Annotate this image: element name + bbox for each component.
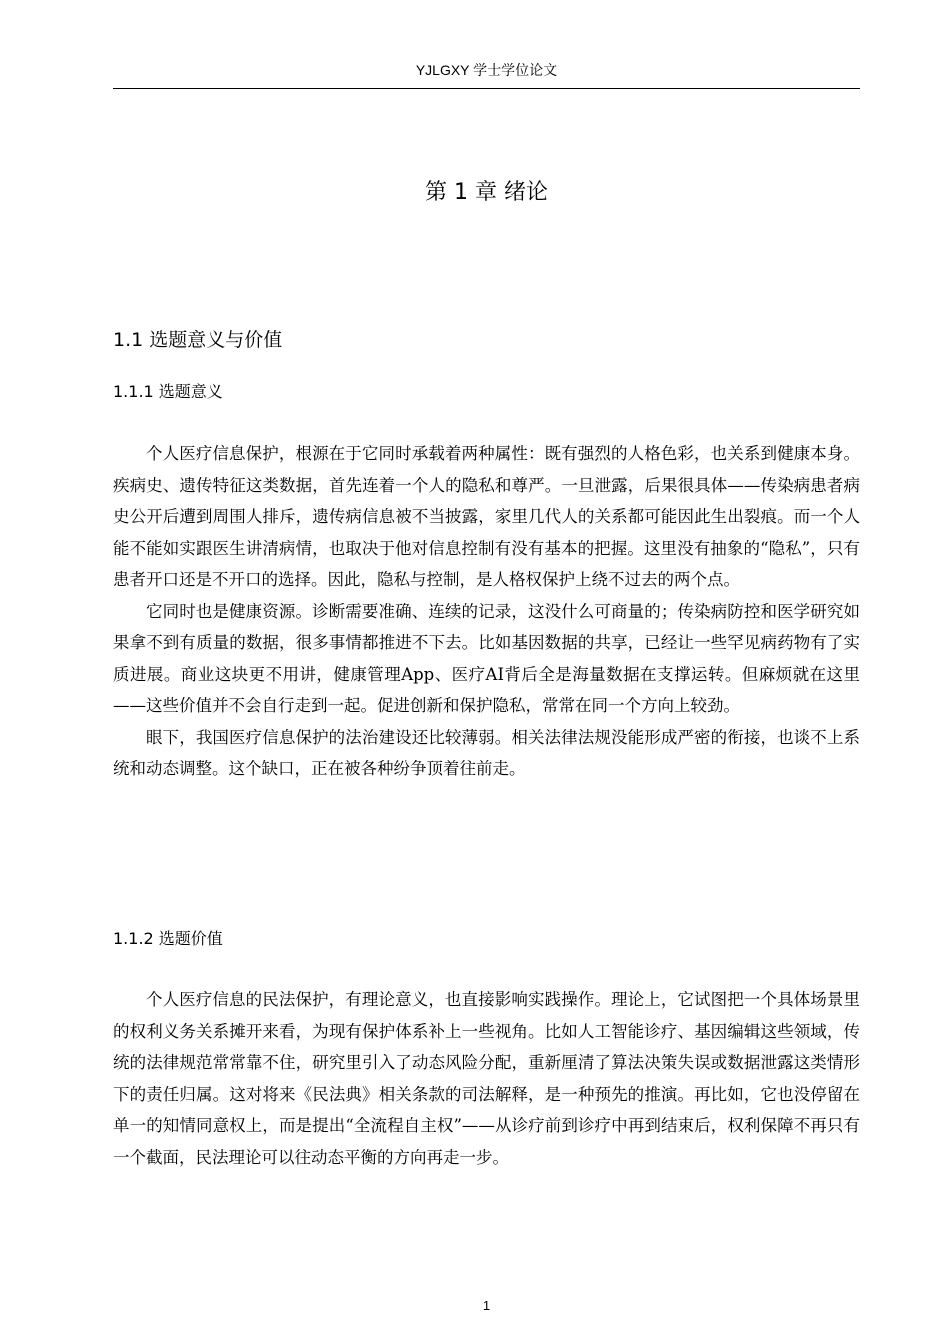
- section-1-1-1-body: [113, 438, 860, 785]
- section-heading-1-1-2: 1.1.2 选题价值: [113, 929, 223, 948]
- header-title: YJLGXY 学士学位论文: [415, 62, 558, 78]
- page-header: [113, 60, 860, 89]
- paragraph: 它同时也是健康资源。诊断需要准确、连续的记录，这没什么可商量的；传染病防控和医学研究如果拿不到有质量的数据，很多事情都推进不下去。比如基因数据的共享，已经让一些罕见病药物有了实质进展。商业这块更不用讲，健康管理App、医疗AI背后全是海量数据在支撑运转。但麻烦就在这里——这些价值并不会自行走到一起。促进创新和保护隐私，常常在同一个方向上较劲。: [113, 601, 860, 715]
- page-number: 1: [482, 1298, 491, 1313]
- chapter-title: 第 1 章 绪论: [425, 180, 548, 205]
- section-1-1-2-body: [113, 984, 860, 1173]
- section-heading-1-1: 1.1 选题意义与价值: [113, 329, 283, 351]
- paragraph: 眼下，我国医疗信息保护的法治建设还比较薄弱。相关法律法规没能形成严密的衔接，也谈不上系统和动态调整。这个缺口，正在被各种纷争顶着往前走。: [113, 727, 860, 778]
- section-heading-1-1-1: 1.1.1 选题意义: [113, 382, 223, 401]
- paragraph: 个人医疗信息保护，根源在于它同时承载着两种属性：既有强烈的人格色彩，也关系到健康本身。疾病史、遗传特征这类数据，首先连着一个人的隐私和尊严。一旦泄露，后果很具体——传染病患者病史公开后遭到周围人排斥，遗传病信息被不当披露，家里几代人的关系都可能因此生出裂痕。而一个人能不能如实跟医生讲清病情，也取决于他对信息控制有没有基本的把握。这里没有抽象的“隐私”，只有患者开口还是不开口的选择。因此，隐私与控制，是人格权保护上绕不过去的两个点。: [113, 444, 860, 589]
- paragraph: 个人医疗信息的民法保护，有理论意义，也直接影响实践操作。理论上，它试图把一个具体场景里的权利义务关系摊开来看，为现有保护体系补上一些视角。比如人工智能诊疗、基因编辑这些领域，传统的法律规范常常靠不住，研究里引入了动态风险分配，重新厘清了算法决策失误或数据泄露这类情形下的责任归属。这对将来《民法典》相关条款的司法解释，是一种预先的推演。再比如，它也没停留在单一的知情同意权上，而是提出“全流程自主权”——从诊疗前到诊疗中再到结束后，权利保障不再只有一个截面，民法理论可以往动态平衡的方向再走一步。: [113, 990, 860, 1167]
